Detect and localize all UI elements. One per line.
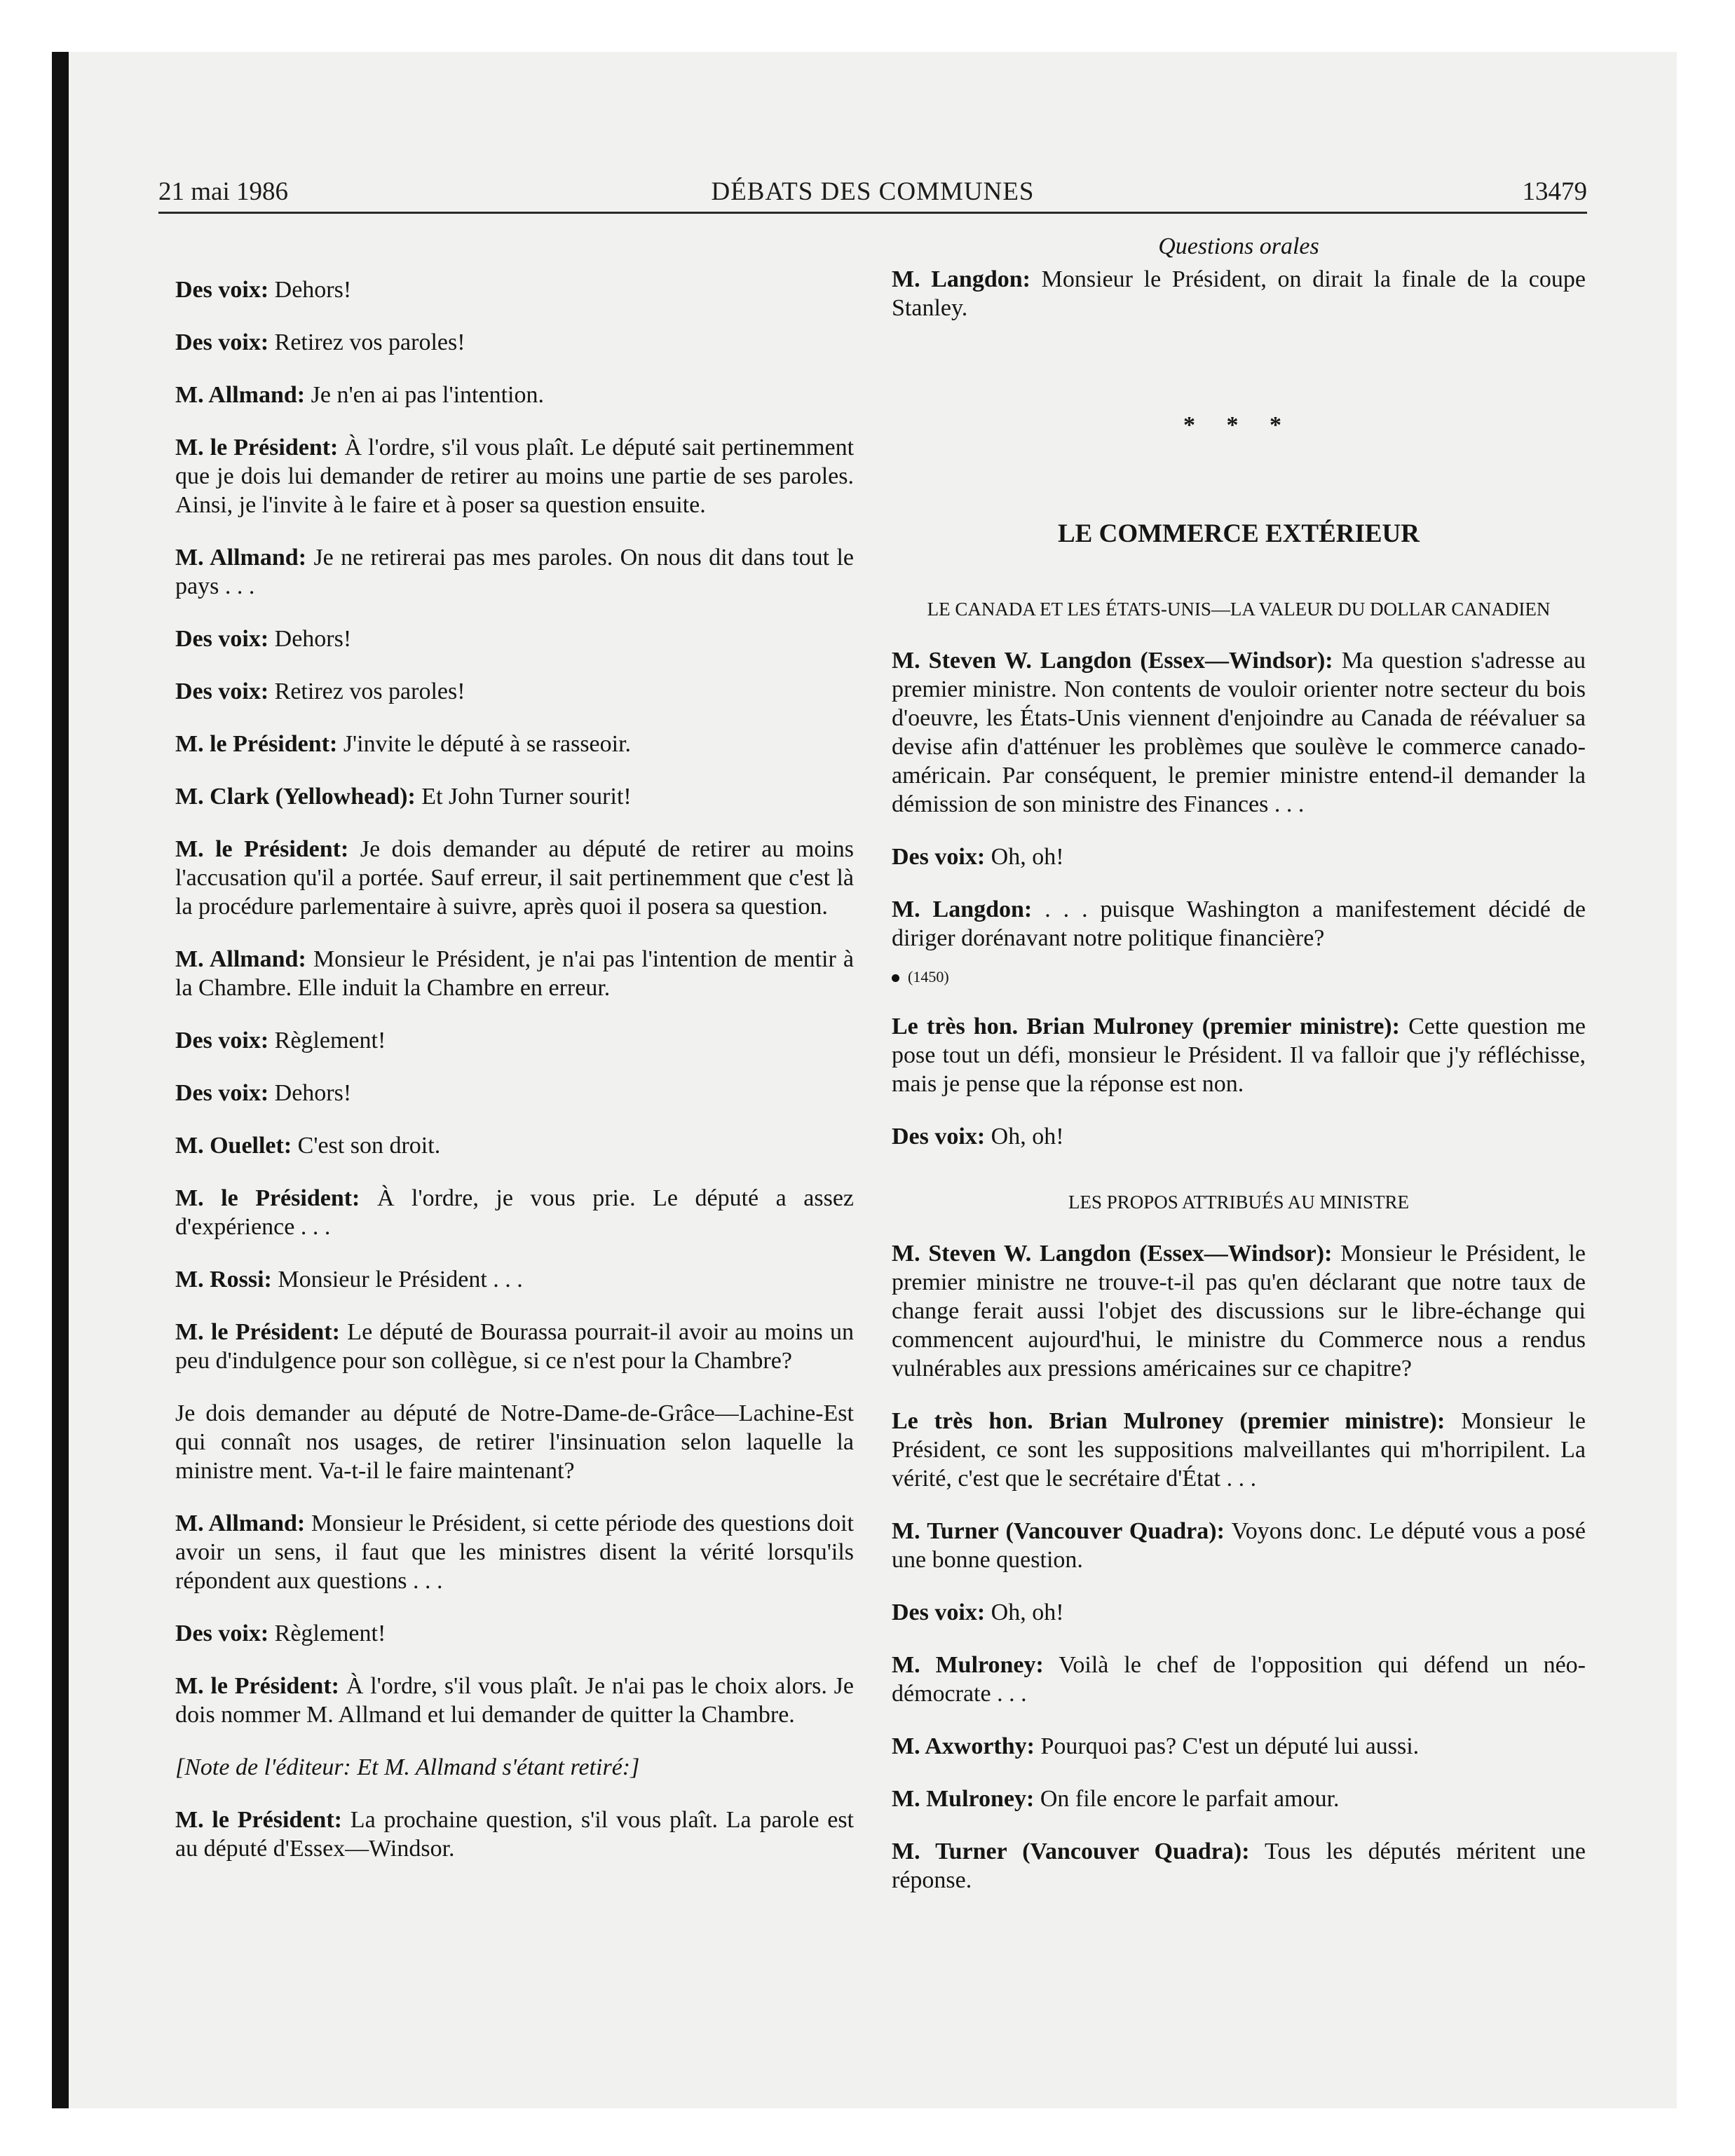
speech-paragraph: Des voix: Règlement! [175,1028,386,1053]
subheading: LES PROPOS ATTRIBUÉS AU MINISTRE [1068,1192,1410,1213]
header-date: 21 mai 1986 [158,177,288,206]
speech-paragraph: M. le Président: Je dois demander au député de retirer au moins l'accusation qu'il a portée. Sauf erreur, il sait pertinemment que c'est là la procédure parlementaire à suivre, après quoi il posera sa question. [175,836,855,920]
editor-note: [Note de l'éditeur: Et M. Allmand s'étant retiré:] [175,1754,640,1780]
header-title: DÉBATS DES COMMUNES [711,177,1035,206]
page-header [158,177,1587,214]
speech-paragraph: M. le Président: J'invite le député à se rasseoir. [175,731,632,757]
speech-paragraph: M. Allmand: Monsieur le Président, si cette période des questions doit avoir un sens, il faut que les ministres disent la vérité lorsqu'ils répondent aux questions . . . [175,1510,855,1594]
speech-paragraph: Des voix: Oh, oh! [892,1599,1064,1625]
speech-paragraph: Des voix: Oh, oh! [892,844,1064,870]
binding-edge [52,52,69,2108]
speech-paragraph: M. Ouellet: C'est son droit. [175,1133,441,1159]
speech-paragraph: M. le Président: Le député de Bourassa pourrait-il avoir au moins un peu d'indulgence pour son collègue, si ce n'est pour la Chambre? [175,1319,855,1374]
speech-paragraph: M. Allmand: Je ne retirerai pas mes paroles. On nous dit dans tout le pays . . . [175,545,855,599]
left-column [175,275,854,1887]
speech-paragraph: Des voix: Règlement! [175,1621,386,1646]
speech-paragraph: Le très hon. Brian Mulroney (premier ministre): Cette question me pose tout un défi, monsieur le Président. Il va falloir que j'y réfléchisse, mais je pense que la réponse est non. [892,1014,1586,1097]
speech-paragraph: Des voix: Retirez vos paroles! [175,678,465,704]
speech-paragraph: Des voix: Retirez vos paroles! [175,329,465,355]
bullet-icon [892,974,899,982]
running-head: Questions orales [1158,233,1319,259]
speech-paragraph: M. Langdon: Monsieur le Président, on dirait la finale de la coupe Stanley. [892,266,1586,321]
speech-paragraph: M. Clark (Yellowhead): Et John Turner sourit! [175,784,632,810]
header-page-number: 13479 [1522,177,1587,206]
speech-paragraph: Des voix: Dehors! [175,277,352,303]
speech-paragraph: M. Turner (Vancouver Quadra): Tous les députés méritent une réponse. [892,1838,1586,1893]
speech-paragraph: M. Mulroney: Voilà le chef de l'opposition qui défend un néo-démocrate . . . [892,1652,1586,1707]
speech-paragraph: M. Mulroney: On file encore le parfait amour. [892,1786,1340,1812]
speech-paragraph: Des voix: Dehors! [175,626,352,652]
speech-paragraph: M. le Président: À l'ordre, s'il vous plaît. Je n'ai pas le choix alors. Je dois nommer M. Allmand et lui demander de quitter la Chambre. [175,1673,855,1728]
time-marker: (1450) [892,962,1586,991]
speech-paragraph: Des voix: Dehors! [175,1080,352,1106]
speech-paragraph: M. le Président: À l'ordre, je vous prie. Le député a assez d'expérience . . . [175,1185,855,1240]
speech-paragraph: M. Turner (Vancouver Quadra): Voyons donc. Le député vous a posé une bonne question. [892,1518,1586,1573]
speech-paragraph: M. Allmand: Je n'en ai pas l'intention. [175,382,544,408]
section-heading: LE COMMERCE EXTÉRIEUR [1058,519,1420,548]
speech-paragraph: M. Steven W. Langdon (Essex—Windsor): Ma question s'adresse au premier ministre. Non contents de vouloir orienter notre secteur du bois d'oeuvre, les États-Unis viennent d'enjoindre au Canada de réévaluer sa devise afin d'atténuer les problèmes que soulève le commerce canado-américain. Par conséquent, le premier ministre entend-il demander la démission de son ministre des Finances . . . [892,648,1586,817]
section-separator: * * * [1183,412,1294,438]
speech-paragraph: Le très hon. Brian Mulroney (premier ministre): Monsieur le Président, ce sont les suppositions malveillantes qui m'horripilent. La vérité, c'est que le secrétaire d'État . . . [892,1408,1586,1492]
header-rule [158,212,1587,214]
speech-paragraph: M. Rossi: Monsieur le Président . . . [175,1267,523,1292]
speech-paragraph: M. Axworthy: Pourquoi pas? C'est un député lui aussi. [892,1733,1420,1759]
speech-paragraph: M. Allmand: Monsieur le Président, je n'ai pas l'intention de mentir à la Chambre. Elle induit la Chambre en erreur. [175,946,855,1001]
right-column [892,232,1586,1918]
subheading: LE CANADA ET LES ÉTATS-UNIS—LA VALEUR DU DOLLAR CANADIEN [927,599,1551,620]
speech-paragraph: M. le Président: À l'ordre, s'il vous plaît. Le député sait pertinemment que je dois lui demander de retirer au moins une partie de ses paroles. Ainsi, je l'invite à le faire et à poser sa question ensuite. [175,435,855,518]
speech-paragraph: M. Langdon: . . . puisque Washington a manifestement décidé de diriger dorénavant notre politique financière? [892,896,1586,951]
speech-paragraph: Je dois demander au député de Notre-Dame-de-Grâce—Lachine-Est qui connaît nos usages, de retirer l'insinuation selon laquelle la ministre ment. Va-t-il le faire maintenant? [175,1400,854,1484]
speech-paragraph: M. le Président: La prochaine question, s'il vous plaît. La parole est au député d'Essex—Windsor. [175,1807,855,1862]
speech-paragraph: M. Steven W. Langdon (Essex—Windsor): Monsieur le Président, le premier ministre ne trouve-t-il pas qu'en déclarant que notre taux de change ferait aussi l'objet des discussions sur le libre-échange qui commencent aujourd'hui, le ministre du Commerce nous a rendus vulnérables aux pressions américaines sur ce chapitre? [892,1241,1586,1381]
speech-paragraph: Des voix: Oh, oh! [892,1124,1064,1149]
